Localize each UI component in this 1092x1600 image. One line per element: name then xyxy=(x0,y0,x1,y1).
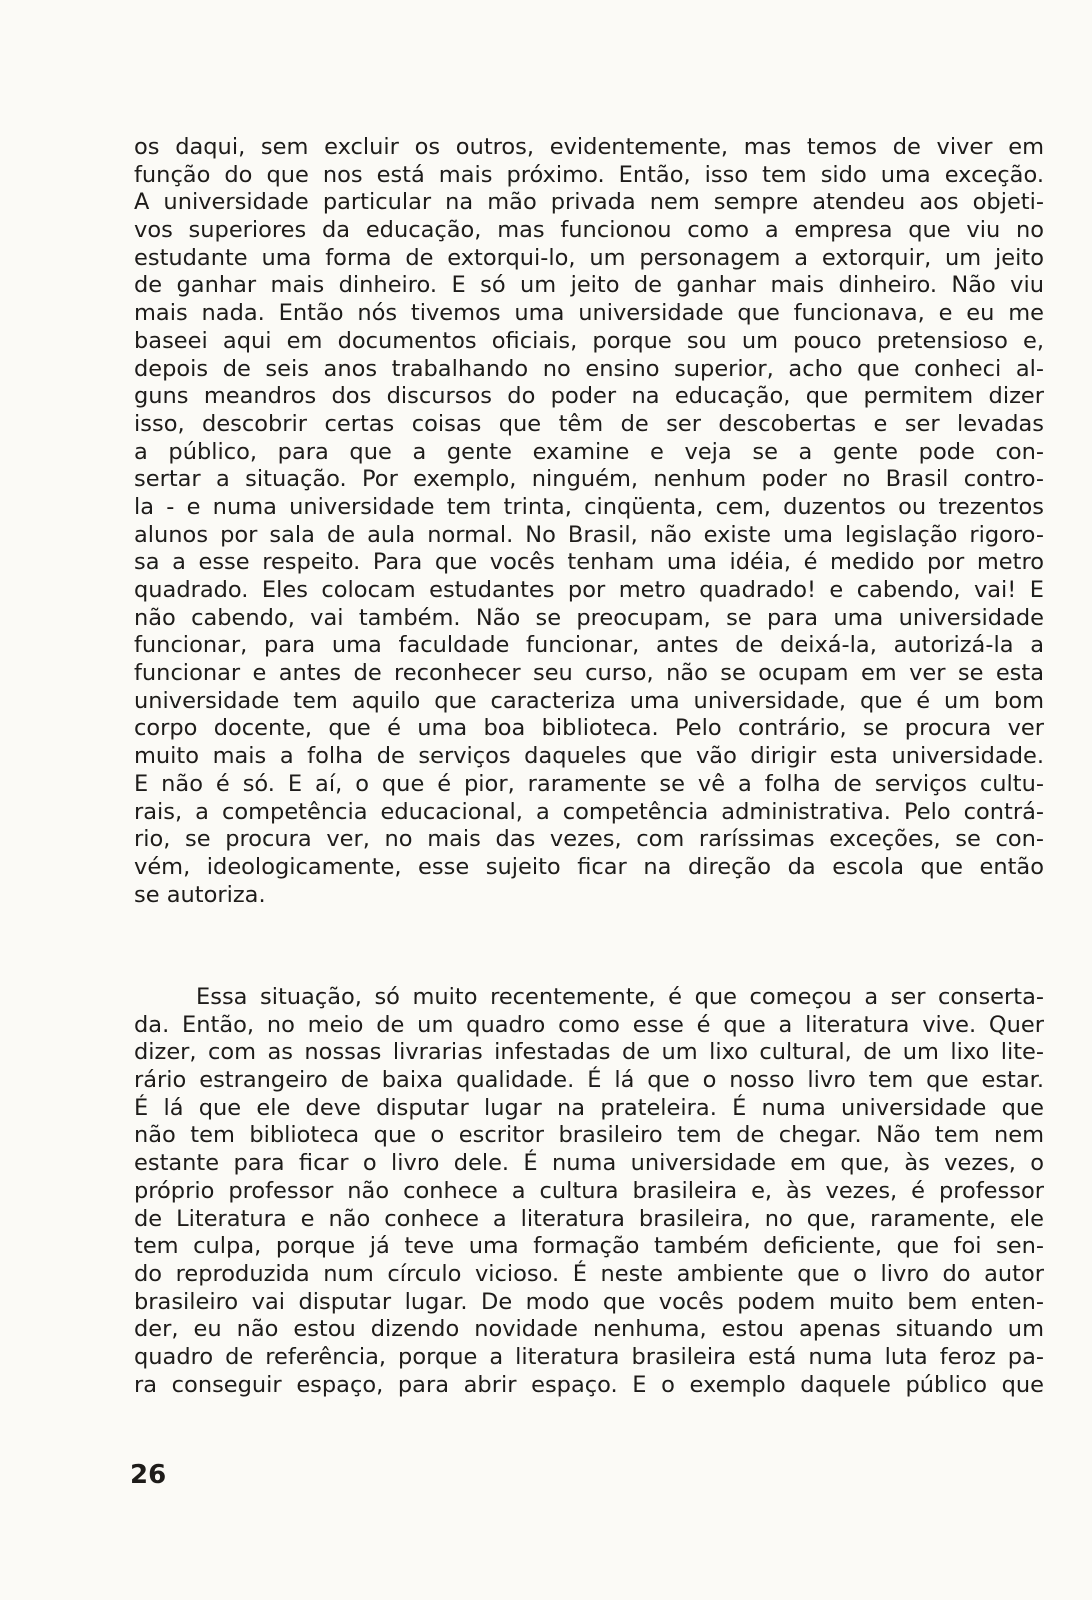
page-number: 26 xyxy=(130,1460,167,1490)
text-line: vém, ideologicamente, esse sujeito ficar na direção da escola que então xyxy=(134,853,1044,880)
text-line: mais nada. Então nós tivemos uma universidade que funcionava, e eu me xyxy=(134,300,1044,327)
text-line: corpo docente, que é uma boa biblioteca. Pelo contrário, se procura ver xyxy=(134,715,1044,742)
text-line: próprio professor não conhece a cultura brasileira e, às vezes, é professor xyxy=(134,1177,1044,1204)
text-line: da. Então, no meio de um quadro como esse é que a literatura vive. Quer xyxy=(134,1011,1044,1038)
text-line: função do que nos está mais próximo. Então, isso tem sido uma exceção. xyxy=(134,161,1044,188)
text-line: sa a esse respeito. Para que vocês tenham uma idéia, é medido por metro xyxy=(134,549,1044,576)
text-line: A universidade particular na mão privada nem sempre atendeu aos objeti- xyxy=(134,189,1044,216)
text-line: depois de seis anos trabalhando no ensino superior, acho que conheci al- xyxy=(134,355,1044,382)
text-line: os daqui, sem excluir os outros, evidentemente, mas temos de viver em xyxy=(134,134,1044,160)
text-line: estante para ficar o livro dele. É numa universidade em que, às vezes, o xyxy=(134,1150,1044,1177)
text-line: rais, a competência educacional, a competência administrativa. Pelo contrá- xyxy=(134,798,1044,825)
text-line: quadro de referência, porque a literatura brasileira está numa luta feroz pa- xyxy=(134,1343,1044,1370)
text-line: isso, descobrir certas coisas que têm de ser descobertas e ser levadas xyxy=(134,410,1044,437)
text-line: guns meandros dos discursos do poder na educação, que permitem dizer xyxy=(134,383,1044,410)
text-line: funcionar e antes de reconhecer seu curso, não se ocupam em ver se esta xyxy=(134,660,1044,687)
text-line: dizer, com as nossas livrarias infestadas de um lixo cultural, de um lixo lite- xyxy=(134,1039,1044,1066)
text-line: E não é só. E aí, o que é pior, raramente se vê a folha de serviços cultu- xyxy=(134,770,1044,797)
text-line: vos superiores da educação, mas funcionou como a empresa que viu no xyxy=(134,217,1044,244)
text-line: baseei aqui em documentos oficiais, porque sou um pouco pretensioso e, xyxy=(134,327,1044,354)
text-line: la - e numa universidade tem trinta, cinqüenta, cem, duzentos ou trezentos xyxy=(134,493,1044,520)
text-line: sertar a situação. Por exemplo, ninguém, nenhum poder no Brasil contro- xyxy=(134,466,1044,493)
text-line: alunos por sala de aula normal. No Brasil, não existe uma legislação rigoro- xyxy=(134,521,1044,548)
text-line: a público, para que a gente examine e veja se a gente pode con- xyxy=(134,438,1044,465)
text-line: brasileiro vai disputar lugar. De modo que vocês podem muito bem enten- xyxy=(134,1288,1044,1315)
text-line: rário estrangeiro de baixa qualidade. É lá que o nosso livro tem que estar. xyxy=(134,1067,1044,1094)
text-line: universidade tem aquilo que caracteriza uma universidade, que é um bom xyxy=(134,687,1044,714)
text-line: se autoriza. xyxy=(134,881,266,908)
text-line: funcionar, para uma faculdade funcionar, antes de deixá-la, autorizá-la a xyxy=(134,632,1044,659)
text-line: estudante uma forma de extorqui-lo, um personagem a extorquir, um jeito xyxy=(134,244,1044,271)
paragraph-1 xyxy=(134,134,1044,909)
text-line: de Literatura e não conhece a literatura brasileira, no que, raramente, ele xyxy=(134,1205,1044,1232)
text-line: der, eu não estou dizendo novidade nenhuma, estou apenas situando um xyxy=(134,1316,1044,1343)
text-line: não cabendo, vai também. Não se preocupam, se para uma universidade xyxy=(134,604,1044,631)
text-line: do reproduzida num círculo vicioso. É neste ambiente que o livro do autor xyxy=(134,1260,1044,1287)
text-line: rio, se procura ver, no mais das vezes, com raríssimas exceções, se con- xyxy=(134,826,1044,853)
text-line: tem culpa, porque já teve uma formação também deficiente, que foi sen- xyxy=(134,1233,1044,1260)
text-line: quadrado. Eles colocam estudantes por metro quadrado! e cabendo, vai! E xyxy=(134,577,1044,603)
text-line: É lá que ele deve disputar lugar na prateleira. É numa universidade que xyxy=(134,1094,1044,1121)
text-line: não tem biblioteca que o escritor brasileiro tem de chegar. Não tem nem xyxy=(134,1122,1044,1149)
text-line: de ganhar mais dinheiro. E só um jeito de ganhar mais dinheiro. Não viu xyxy=(134,272,1044,299)
paragraph-2 xyxy=(134,984,1044,1399)
text-line: ra conseguir espaço, para abrir espaço. E o exemplo daquele público que xyxy=(134,1371,1044,1398)
text-line: muito mais a folha de serviços daqueles que vão dirigir esta universidade. xyxy=(134,743,1044,770)
text-line: Essa situação, só muito recentemente, é que começou a ser conserta- xyxy=(196,984,1044,1010)
